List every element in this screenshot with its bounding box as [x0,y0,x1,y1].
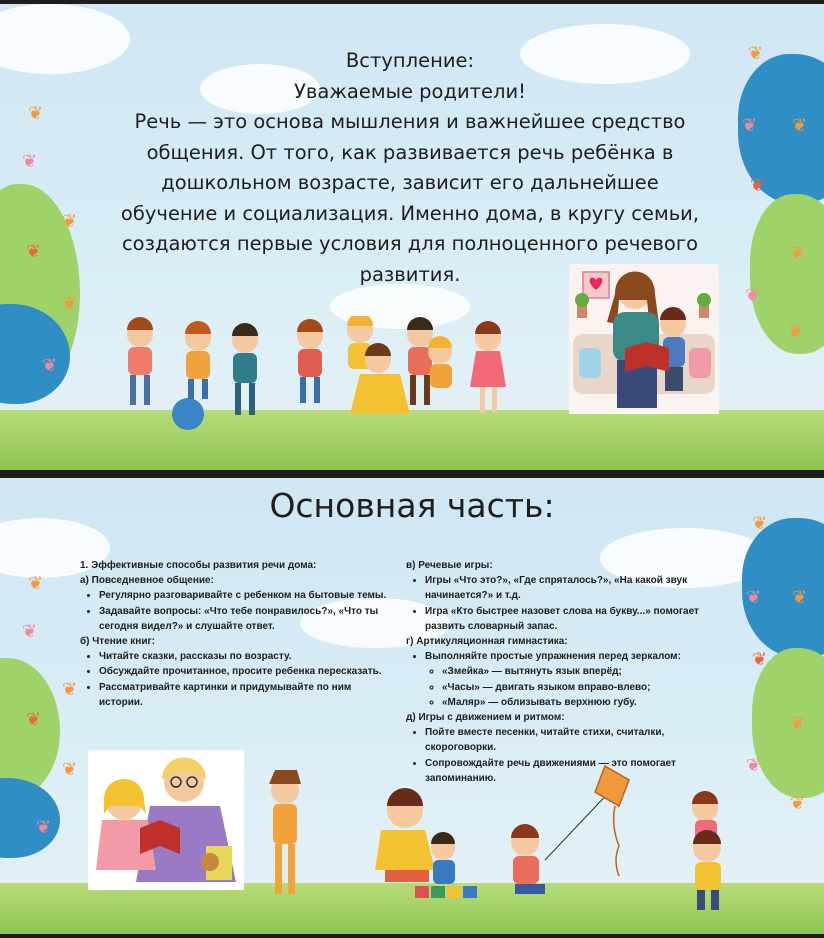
butterfly-icon: ❦ [752,513,768,533]
list-item: • Сопровождайте речь движениями — это помогает запоминанию. [425,756,728,786]
left-column [80,558,390,710]
butterfly-icon: ❦ [42,355,58,375]
right-column [406,558,728,786]
children-playing-illustration [110,316,530,436]
list-item: • Рассматривайте картинки и придумывайте по ним истории. [99,680,390,710]
slide-main-part [0,478,824,934]
list-item: • Игра «Кто быстрее назовет слова на букву...» помогает развить словарный запас. [425,604,728,634]
subsection-heading: а) Повседневное общение: [80,575,214,587]
slide-introduction [0,4,824,470]
list [406,649,728,710]
list-item: • Игры «Что это?», «Где спряталось?», «На какой звук начинается?» и т.д. [425,573,728,603]
list-item: • Читайте сказки, рассказы по возрасту. [99,649,390,664]
main-part-title: Основная часть: [269,486,555,525]
sub-list-item: ◦ «Часы» — двигать языком вправо-влево; [442,680,728,695]
list [406,573,728,634]
sub-list-item: ◦ «Маляр» — облизывать верхнюю губу. [442,695,728,710]
intro-greeting: Уважаемые родители! [294,79,526,103]
butterfly-icon: ❦ [62,679,78,699]
mother-reading-image [569,264,719,414]
butterfly-icon: ❦ [28,573,44,593]
intro-text [110,46,710,290]
list [80,588,390,634]
butterfly-icon: ❦ [745,285,761,305]
butterfly-icon: ❦ [742,115,758,135]
section-heading: 1. Эффективные способы развития речи дома: [80,560,317,571]
subsection-heading: в) Речевые игры: [406,560,493,571]
sub-list [425,664,728,710]
butterfly-icon: ❦ [790,713,806,733]
butterfly-icon: ❦ [28,103,44,123]
subsection-heading: г) Артикуляционная гимнастика: [406,636,568,648]
butterfly-icon: ❦ [26,709,42,729]
butterfly-icon: ❦ [26,241,42,261]
subsection-heading: б) Чтение книг: [80,636,155,648]
list-item: • Задавайте вопросы: «Что тебе понравилось?», «Что ты сегодня видел?» и слушайте ответ. [99,604,390,634]
list-item: • Пойте вместе песенки, читайте стихи, считалки, скороговорки. [425,725,728,755]
list-item [425,649,728,710]
grandmother-reading-image [88,750,244,890]
intro-paragraph: Речь — это основа мышления и важнейшее средство общения. От того, как развивается речь ребёнка в дошкольном возрасте, зависит его дальнейшее обучение и социализация. Именно дома, в кругу семьи, создаются первые условия для полноценного речевого развития. [120,110,700,286]
butterfly-icon: ❦ [752,649,768,669]
butterfly-icon: ❦ [790,243,806,263]
butterfly-icon: ❦ [792,587,808,607]
children-playing-illustration [255,756,755,926]
green-blob-right [750,194,824,354]
list [80,649,390,710]
butterfly-icon: ❦ [792,115,808,135]
sub-list-item: ◦ «Змейка» — вытянуть язык вперёд; [442,664,728,679]
butterfly-icon: ❦ [750,175,766,195]
butterfly-icon: ❦ [62,211,78,231]
butterfly-icon: ❦ [746,755,762,775]
intro-heading: Вступление: [345,49,475,72]
butterfly-icon: ❦ [62,759,78,779]
butterfly-icon: ❦ [62,293,78,313]
butterfly-icon: ❦ [790,793,806,813]
butterfly-icon: ❦ [788,321,804,341]
list-item: • Регулярно разговаривайте с ребенком на бытовые темы. [99,588,390,603]
list-item-text: Выполняйте простые упражнения перед зеркалом: [425,651,681,663]
butterfly-icon: ❦ [746,587,762,607]
butterfly-icon: ❦ [36,817,52,837]
butterfly-icon: ❦ [22,151,38,171]
subsection-heading: д) Игры с движением и ритмом: [406,712,565,724]
green-blob-right [752,648,824,798]
butterfly-icon: ❦ [748,43,764,63]
list-item: • Обсуждайте прочитанное, просите ребенка пересказать. [99,664,390,679]
butterfly-icon: ❦ [22,621,38,641]
